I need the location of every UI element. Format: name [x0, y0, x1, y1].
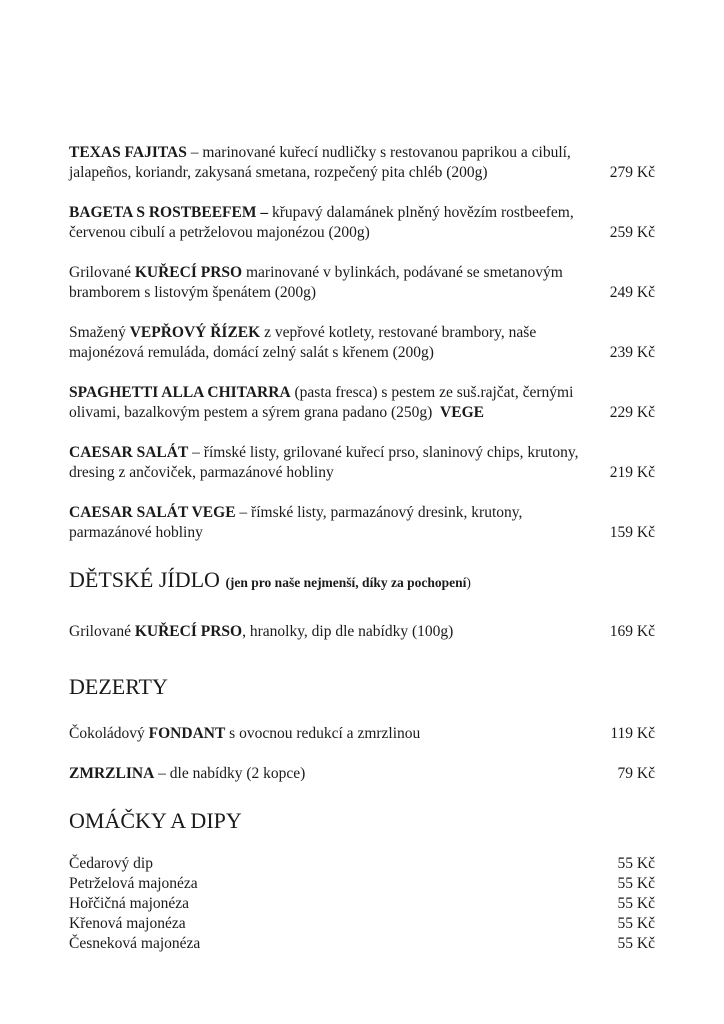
item-prefix: Grilované: [69, 623, 135, 640]
list-item: [69, 934, 655, 954]
list-item: [69, 914, 655, 934]
section-heading-kids: [69, 567, 655, 596]
sauce-name: Čedarový dip: [69, 855, 153, 872]
item-description: (pasta fresca) s pestem ze suš.rajčat, černými: [290, 384, 574, 401]
item-price: 239 Kč: [609, 344, 655, 361]
sauce-price: 55 Kč: [617, 855, 655, 872]
item-description: marinované v bylinkách, podávané se smetanovým: [242, 264, 563, 281]
item-prefix: Grilované: [69, 264, 135, 281]
menu-item-texas-fajitas: [69, 143, 655, 183]
item-description: majonézová remuláda, domácí zelný salát s křenem (200g): [69, 344, 434, 361]
item-title: FONDANT: [148, 725, 226, 742]
item-prefix: Smažený: [69, 324, 130, 341]
item-price: 79 Kč: [617, 765, 655, 782]
item-description: s ovocnou redukcí a zmrzlinou: [225, 725, 421, 742]
section-heading-sauces: [69, 808, 655, 834]
item-title: KUŘECÍ PRSO: [134, 623, 243, 640]
item-description: jalapeños, koriandr, zakysaná smetana, rozpečený pita chléb (200g): [69, 164, 488, 181]
item-price: 119 Kč: [610, 725, 655, 742]
item-description: – dle nabídky (2 kopce): [154, 765, 306, 782]
list-item: [69, 894, 655, 914]
item-description: červenou cibulí a petrželovou majonézou (200g): [69, 224, 370, 241]
menu-item-bageta-s-rostbeefem: [69, 203, 655, 243]
list-item: [69, 854, 655, 874]
menu-item-kids-chicken: [69, 622, 655, 642]
menu-item-zmrzlina: [69, 764, 655, 784]
section-note: (jen pro naše nejmenší, díky za pochopení: [225, 575, 467, 590]
item-title: TEXAS FAJITAS: [69, 144, 187, 161]
sauce-price: 55 Kč: [617, 935, 655, 952]
item-description: parmazánové hobliny: [69, 524, 203, 541]
item-description: , hranolky, dip dle nabídky (100g): [242, 623, 454, 640]
item-price: 279 Kč: [609, 164, 655, 181]
item-description: dresing z ančoviček, parmazánové hobliny: [69, 464, 334, 481]
item-description: křupavý dalamánek plněný hovězím rostbeefem,: [268, 204, 574, 221]
item-description: bramborem s listovým špenátem (200g): [69, 284, 317, 301]
menu-item-fondant: [69, 724, 655, 744]
item-price: 229 Kč: [609, 404, 655, 421]
sauce-name: Česneková majonéza: [69, 935, 201, 952]
menu-item-veprovy-rizek: [69, 323, 655, 363]
section-note-close: ): [466, 575, 471, 590]
item-price: 159 Kč: [609, 524, 655, 541]
item-title: SPAGHETTI ALLA CHITARRA: [69, 384, 291, 401]
item-prefix: Čokoládový: [69, 725, 149, 742]
section-title: DEZERTY: [69, 674, 168, 699]
vege-tag: VEGE: [440, 404, 484, 421]
item-description: – římské listy, grilované kuřecí prso, slaninový chips, krutony,: [188, 444, 579, 461]
sauce-name: Křenová majonéza: [69, 915, 186, 932]
item-title: CAESAR SALÁT VEGE: [69, 504, 236, 521]
menu-item-caesar-salat: [69, 443, 655, 483]
item-description: olivami, bazalkovým pestem a sýrem grana padano (250g): [69, 404, 441, 421]
sauce-price: 55 Kč: [617, 895, 655, 912]
item-title: KUŘECÍ PRSO: [134, 264, 243, 281]
sauce-name: Petrželová majonéza: [69, 875, 198, 892]
item-description: – římské listy, parmazánový dresink, krutony,: [235, 504, 523, 521]
item-description: – marinované kuřecí nudličky s restovanou paprikou a cibulí,: [186, 144, 571, 161]
section-title: DĚTSKÉ JÍDLO: [69, 567, 220, 592]
item-description: z vepřové kotlety, restované brambory, naše: [260, 324, 537, 341]
menu-item-kureci-prso: [69, 263, 655, 303]
sauces-list: [69, 854, 655, 954]
item-price: 169 Kč: [609, 623, 655, 640]
item-title: VEPŘOVÝ ŘÍZEK: [129, 324, 261, 341]
item-title: BAGETA S ROSTBEEFEM –: [69, 204, 269, 221]
item-price: 219 Kč: [609, 464, 655, 481]
section-title: OMÁČKY A DIPY: [69, 808, 242, 833]
item-title: ZMRZLINA: [69, 765, 155, 782]
sauce-name: Hořčičná majonéza: [69, 895, 190, 912]
sauce-price: 55 Kč: [617, 875, 655, 892]
item-price: 259 Kč: [609, 224, 655, 241]
list-item: [69, 874, 655, 894]
item-price: 249 Kč: [609, 284, 655, 301]
item-title: CAESAR SALÁT: [69, 444, 189, 461]
section-heading-desserts: [69, 674, 655, 700]
sauce-price: 55 Kč: [617, 915, 655, 932]
menu-item-spaghetti: [69, 383, 655, 423]
menu-item-caesar-salat-vege: [69, 503, 655, 543]
menu-content: [69, 143, 655, 954]
